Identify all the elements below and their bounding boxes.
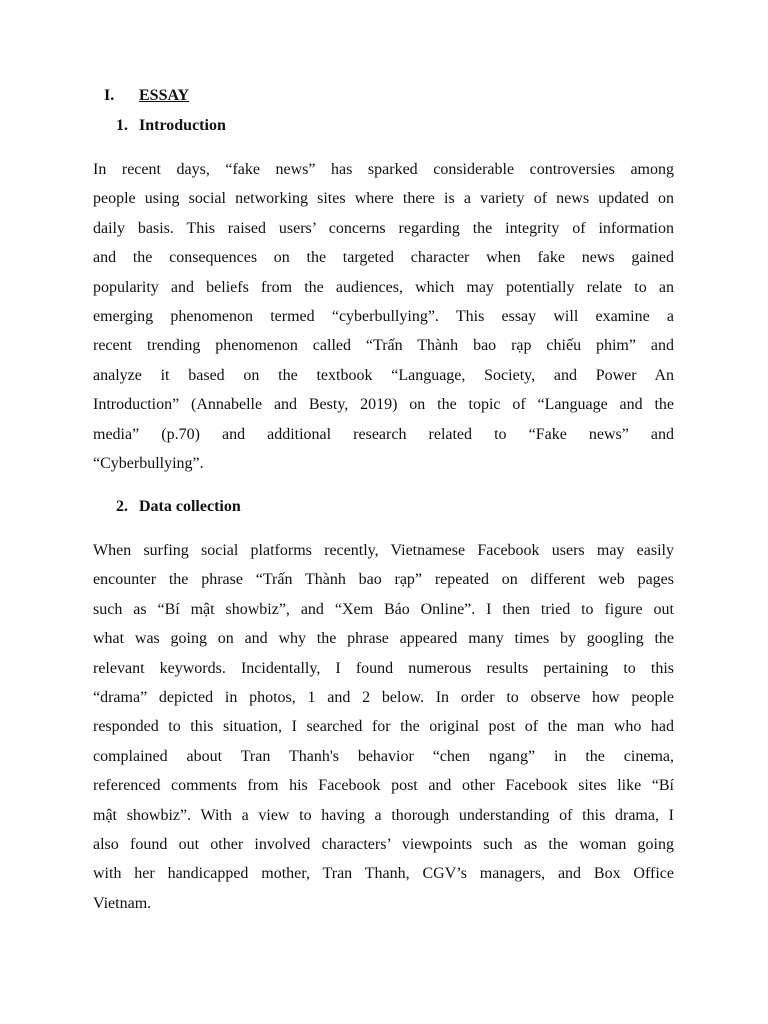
data-collection-paragraph <box>93 536 674 918</box>
paragraph-line: Vietnam. <box>93 894 152 912</box>
paragraph-line: and the consequences on the targeted character when fake news gained <box>93 249 674 267</box>
paragraph-line: with her handicapped mother, Tran Thanh, CGV’s managers, and Box Office <box>93 865 674 883</box>
data-collection-title: Data collection <box>139 498 241 515</box>
paragraph-line: encounter the phrase “Trấn Thành bao rạp” repeated on different web pages <box>93 571 674 589</box>
data-collection-heading <box>116 498 241 516</box>
paragraph-line: responded to this situation, I searched for the original post of the man who had <box>93 718 674 736</box>
paragraph-line: such as “Bí mật showbiz”, and “Xem Báo Online”. I then tried to figure out <box>93 600 674 618</box>
section-number: I. <box>104 87 115 104</box>
paragraph-line: Introduction” (Annabelle and Besty, 2019) on the topic of “Language and the <box>93 396 674 414</box>
introduction-title: Introduction <box>139 117 226 134</box>
section-title: ESSAY <box>139 87 190 104</box>
introduction-paragraph <box>93 155 674 478</box>
paragraph-line: complained about Tran Thanh's behavior “chen ngang” in the cinema, <box>93 747 674 765</box>
paragraph-line: relevant keywords. Incidentally, I found numerous results pertaining to this <box>93 659 674 677</box>
paragraph-line: popularity and beliefs from the audiences, which may potentially relate to an <box>93 278 674 296</box>
paragraph-line: mật showbiz”. With a view to having a thorough understanding of this drama, I <box>93 806 674 824</box>
paragraph-line: In recent days, “fake news” has sparked considerable controversies among <box>93 161 674 178</box>
paragraph-line: referenced comments from his Facebook post and other Facebook sites like “Bí <box>93 777 674 795</box>
paragraph-line: daily basis. This raised users’ concerns regarding the integrity of information <box>93 219 674 237</box>
paragraph-line: recent trending phenomenon called “Trấn Thành bao rạp chiếu phim” and <box>93 337 674 355</box>
paragraph-line: analyze it based on the textbook “Language, Society, and Power An <box>93 366 674 384</box>
paragraph-line: emerging phenomenon termed “cyberbullying”. This essay will examine a <box>93 307 674 325</box>
paragraph-line: people using social networking sites where there is a variety of news updated on <box>93 190 674 208</box>
section-heading <box>104 87 189 105</box>
paragraph-line: When surfing social platforms recently, Vietnamese Facebook users may easily <box>93 542 674 559</box>
paragraph-line: also found out other involved characters’ viewpoints such as the woman going <box>93 835 674 853</box>
paragraph-line: media” (p.70) and additional research related to “Fake news” and <box>93 425 674 443</box>
paragraph-line: what was going on and why the phrase appeared many times by googling the <box>93 630 674 648</box>
data-collection-number: 2. <box>116 498 128 515</box>
paragraph-line: “Cyberbullying”. <box>93 454 204 472</box>
paragraph-line: “drama” depicted in photos, 1 and 2 below. In order to observe how people <box>93 688 674 706</box>
introduction-heading <box>116 117 226 135</box>
introduction-number: 1. <box>116 117 128 134</box>
